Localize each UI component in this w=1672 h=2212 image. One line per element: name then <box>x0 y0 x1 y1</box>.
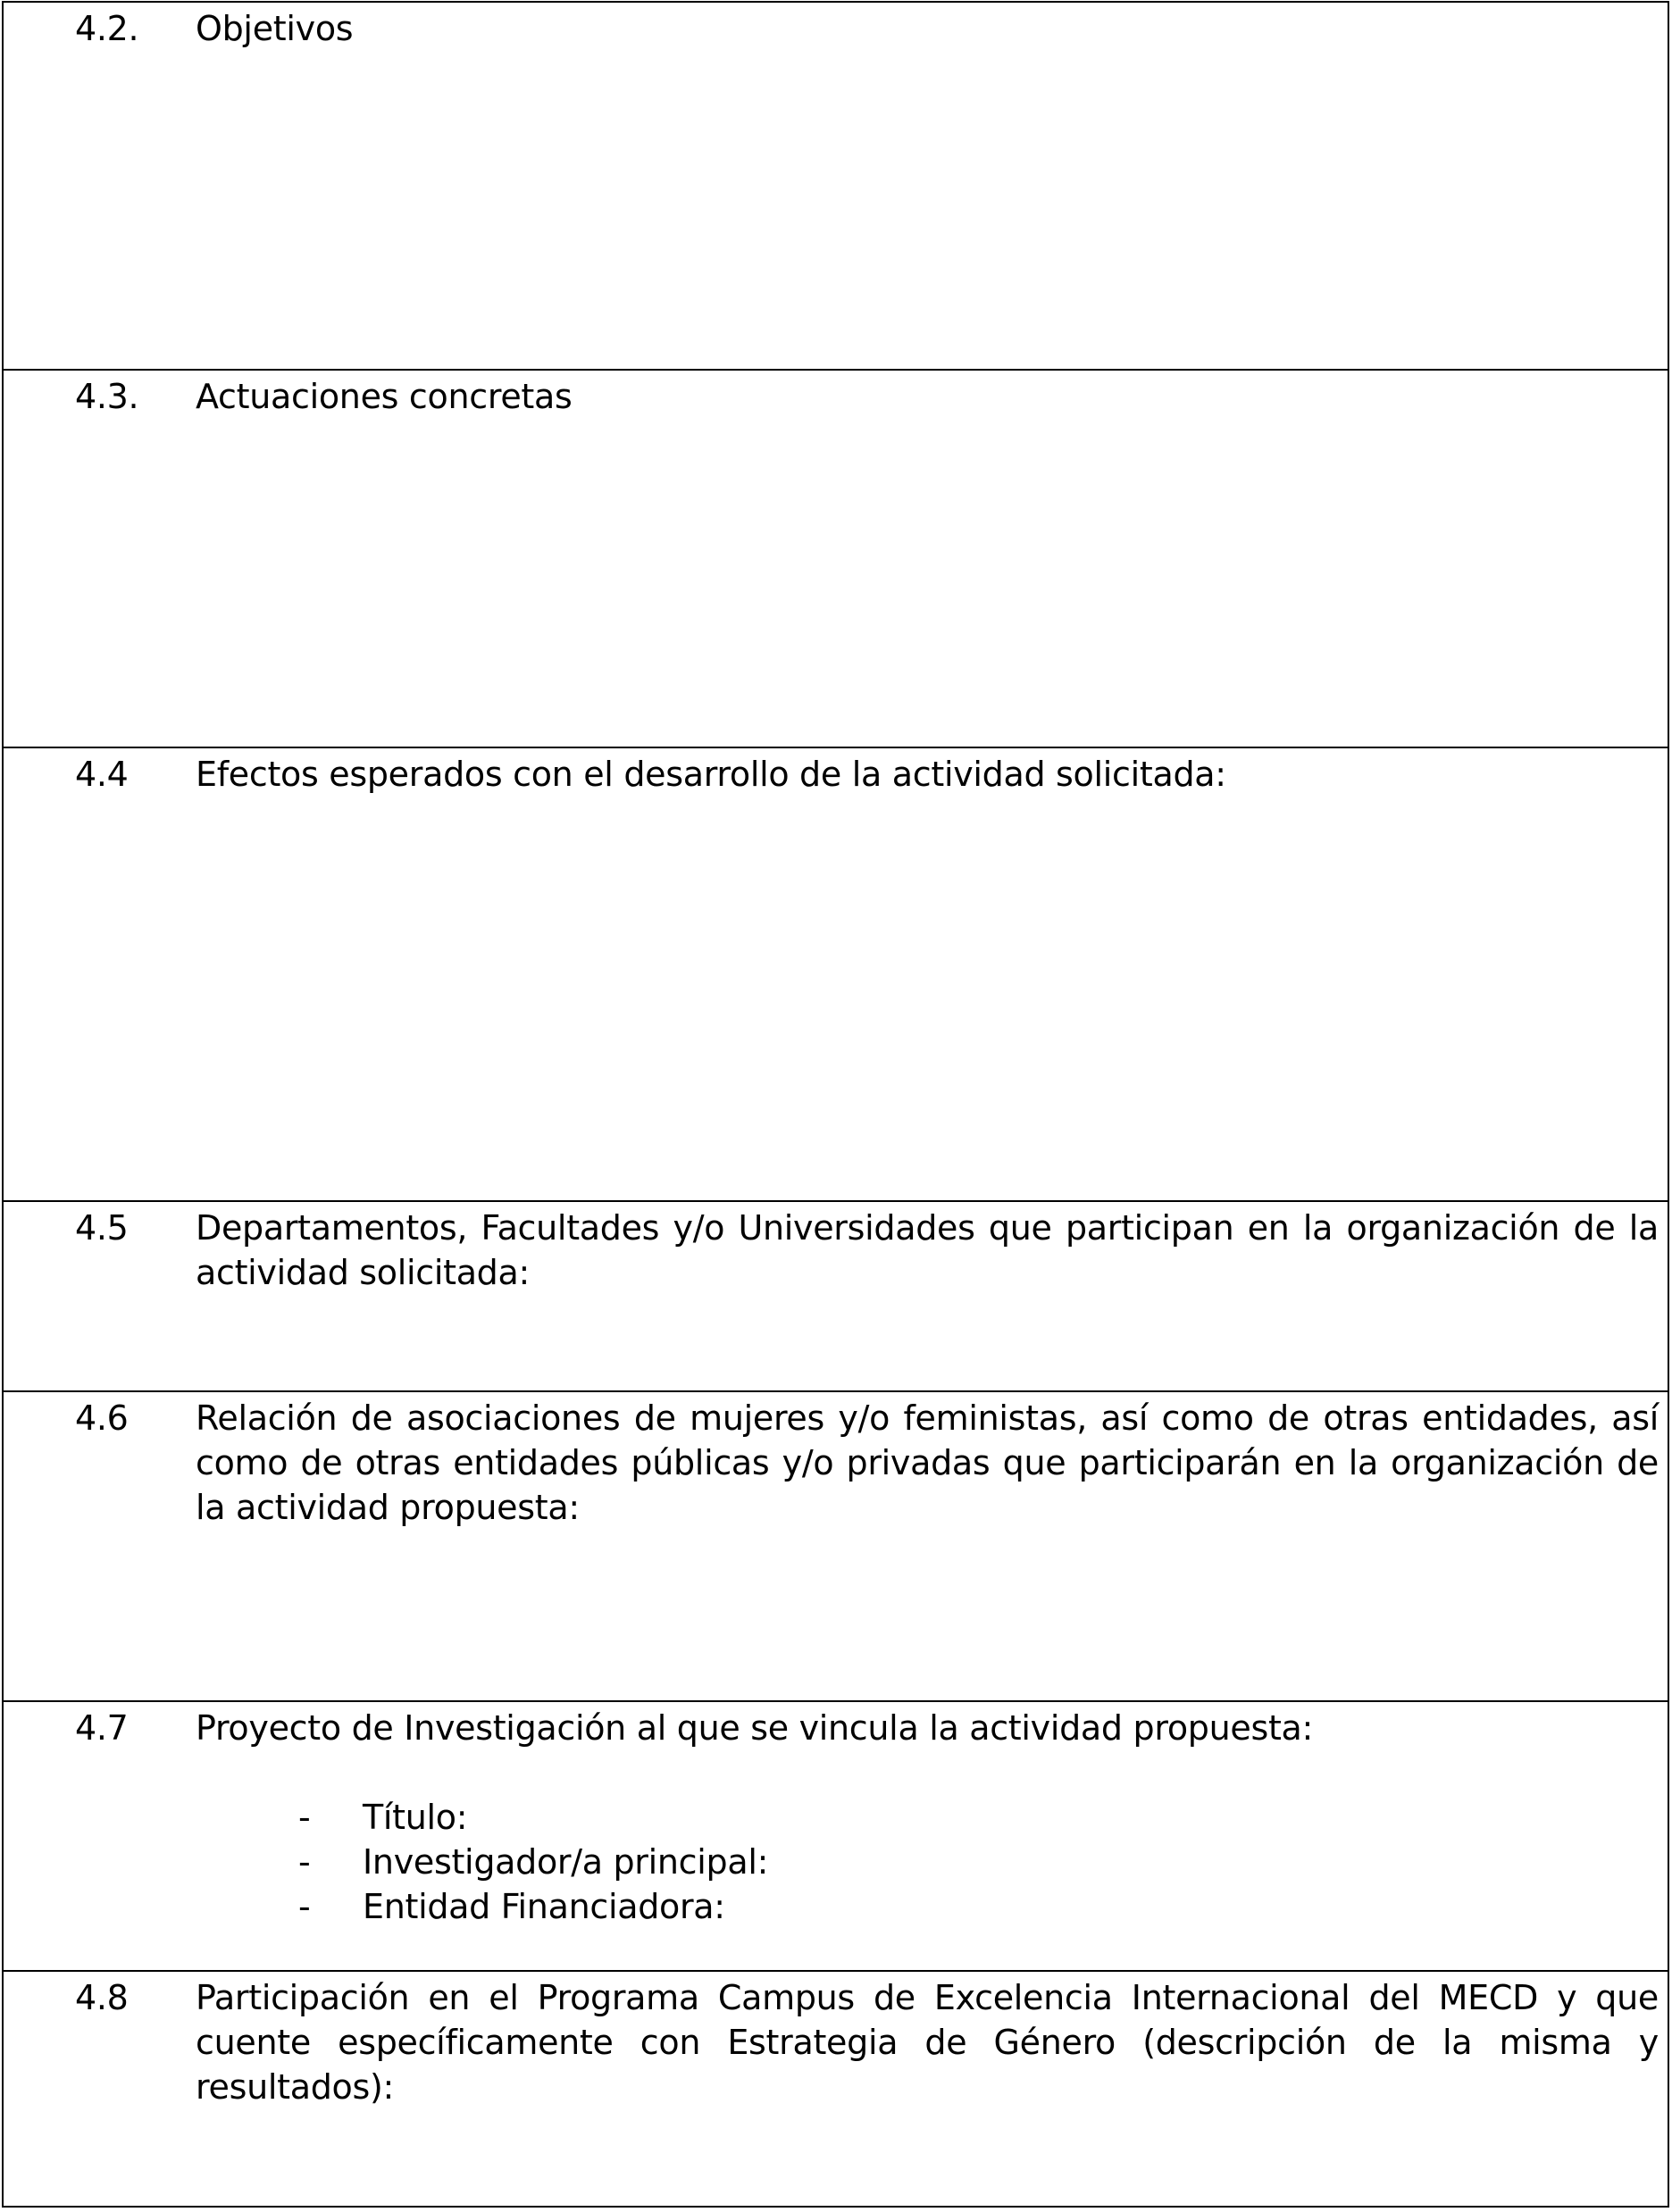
dash-bullet: - <box>298 1887 311 1926</box>
section-number: 4.5 <box>75 1208 129 1248</box>
form-table <box>2 1 1669 2208</box>
section-title: Proyecto de Investigación al que se vincula la actividad propuesta: <box>196 1708 1314 1748</box>
section-number: 4.8 <box>75 1978 129 2017</box>
section-title: Efectos esperados con el desarrollo de la actividad solicitada: <box>196 755 1226 794</box>
section-number: 4.4 <box>75 755 129 794</box>
section-title: Actuaciones concretas <box>196 377 573 416</box>
section-title: Departamentos, Facultades y/o Universidades que participan en la organización de la actividad solicitada: <box>196 1208 1659 1292</box>
project-details-list <box>298 1795 768 1929</box>
section-4-4 <box>4 748 1668 1202</box>
list-item-label: Título: <box>363 1798 468 1837</box>
section-number: 4.2. <box>75 9 139 48</box>
section-4-3 <box>4 371 1668 748</box>
list-item-titulo <box>298 1795 768 1840</box>
section-number: 4.6 <box>75 1398 129 1438</box>
section-4-5 <box>4 1202 1668 1392</box>
list-item-entidad <box>298 1884 768 1929</box>
section-title: Objetivos <box>196 9 354 48</box>
section-number: 4.7 <box>75 1708 129 1748</box>
section-title: Participación en el Programa Campus de Excelencia Internacional del MECD y que cuente específicamente con Estrategia de Género (descripción de la misma y resultados): <box>196 1978 1659 2107</box>
section-title: Relación de asociaciones de mujeres y/o feministas, así como de otras entidades, así como de otras entidades públicas y/o privadas que participarán en la organización de la actividad propuesta: <box>196 1398 1659 1527</box>
dash-bullet: - <box>298 1798 311 1837</box>
section-4-8 <box>4 1972 1668 2206</box>
section-4-7 <box>4 1702 1668 1972</box>
list-item-investigador <box>298 1840 768 1884</box>
dash-bullet: - <box>298 1842 311 1882</box>
section-4-2 <box>4 3 1668 371</box>
section-4-6 <box>4 1392 1668 1702</box>
section-number: 4.3. <box>75 377 139 416</box>
list-item-label: Investigador/a principal: <box>363 1842 769 1882</box>
list-item-label: Entidad Financiadora: <box>363 1887 725 1926</box>
